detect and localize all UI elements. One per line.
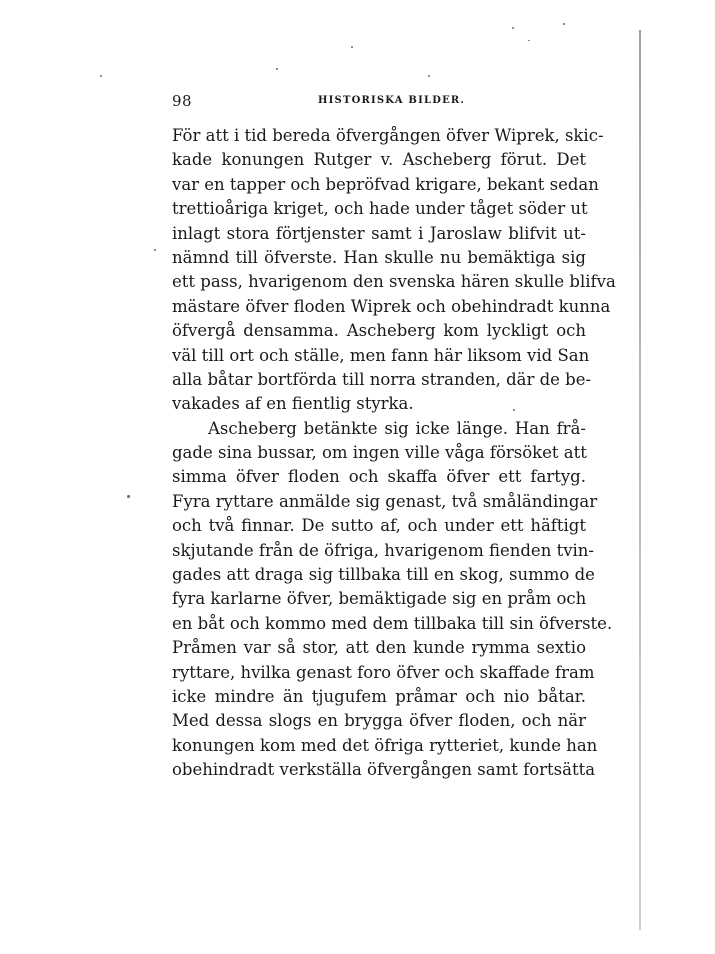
text-line: Fyra ryttare anmälde sig genast, två småländingar [172,491,598,511]
paper-speck [512,27,514,29]
text-line: simma öfver floden och skaffa öfver ett fartyg. [172,467,586,487]
text-line: mästare öfver floden Wiprek och obehindradt kunna [172,296,611,316]
running-head-title: HISTORISKA BILDER. [318,95,466,106]
text-line: nämnd till öfverste. Han skulle nu bemäktiga sig [172,247,586,267]
paper-speck [154,249,156,251]
text-line: gade sina bussar, om ingen ville våga försöket att [172,443,587,463]
page-number: 98 [172,92,193,110]
text-line: Pråmen var så stor, att den kunde rymma sextio [172,638,586,658]
page-edge-shadow [639,30,641,930]
paragraph [172,417,613,783]
paper-speck [563,23,565,25]
paper-speck [276,68,278,70]
text-line: Med dessa slogs en brygga öfver floden, och när [172,711,586,731]
text-line: en båt och kommo med dem tillbaka till sin öfverste. [172,613,613,633]
text-line: öfvergå densamma. Ascheberg kom lyckligt och [172,321,586,341]
paper-speck [127,495,130,498]
text-line: fyra karlarne öfver, bemäktigade sig en pråm och [172,589,587,609]
text-line: kade konungen Rutger v. Ascheberg förut. Det [172,150,586,170]
paper-speck [100,75,102,77]
text-line: var en tapper och bepröfvad krigare, bekant sedan [172,174,599,194]
text-line: icke mindre än tjugufem pråmar och nio båtar. [172,686,586,706]
text-line: gades att draga sig tillbaka till en skog, summo de [172,565,595,585]
text-line: väl till ort och ställe, men fann här liksom vid San [172,345,590,365]
running-header [172,92,586,114]
text-line: obehindradt verkställa öfvergången samt fortsätta [172,760,596,780]
text-line: inlagt stora förtjenster samt i Jaroslaw blifvit ut- [172,223,586,243]
text-line: ett pass, hvarigenom den svenska hären skulle blifva [172,272,616,292]
text-line: konungen kom med det öfriga rytteriet, kunde han [172,735,598,755]
paragraph [172,124,616,417]
text-line: skjutande från de öfriga, hvarigenom fienden tvin- [172,540,594,560]
text-line: alla båtar bortförda till norra stranden, där de be- [172,369,592,389]
body-text [172,124,616,783]
paper-speck [428,75,430,77]
paper-speck [351,46,353,48]
text-line: För att i tid bereda öfvergången öfver Wiprek, skic- [172,126,604,145]
text-line: ryttare, hvilka genast foro öfver och skaffade fram [172,662,595,682]
text-line: Ascheberg betänkte sig icke länge. Han frå- [208,418,586,438]
text-line: vakades af en fientlig styrka. [172,394,414,414]
paper-speck [528,40,530,41]
text-line: trettioåriga kriget, och hade under tåget söder ut [172,199,588,219]
text-line: och två finnar. De sutto af, och under ett häftigt [172,516,586,536]
